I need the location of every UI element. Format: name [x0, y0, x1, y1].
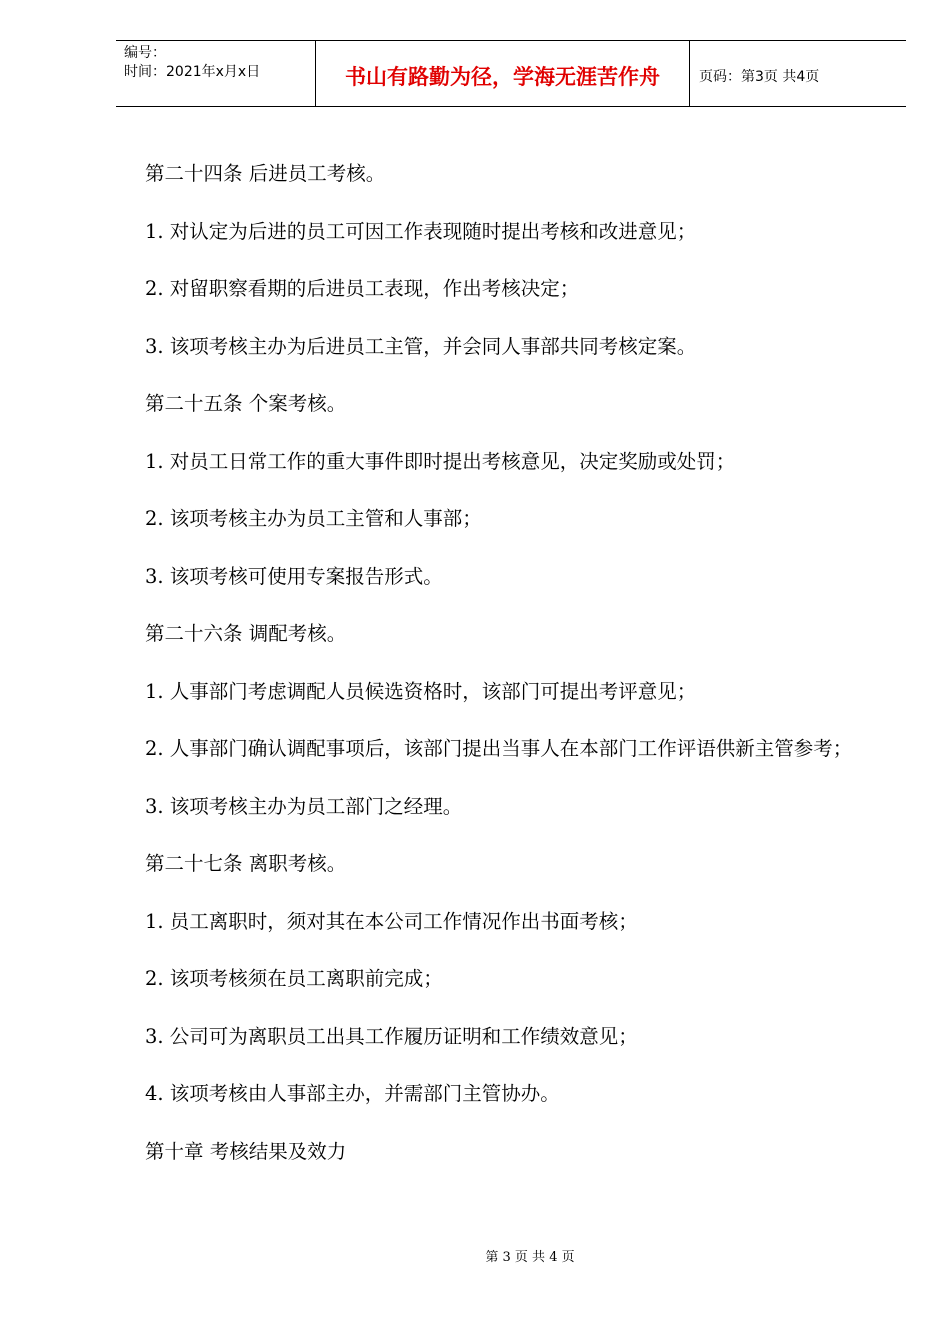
code-label: 编号： [124, 45, 166, 61]
article-27-item-4: 4. 该项考核由人事部主办，并需部门主管协办。 [145, 1082, 560, 1105]
article-27-item-1: 1. 员工离职时，须对其在本公司工作情况作出书面考核； [145, 909, 638, 933]
document-body [145, 160, 875, 1195]
article-24-item-3: 3. 该项考核主办为后进员工主管，并会同人事部共同考核定案。 [145, 334, 697, 358]
article-24-item-2: 2. 对留职察看期的后进员工表现，作出考核决定； [145, 277, 580, 300]
article-26-item-3: 3. 该项考核主办为员工部门之经理。 [145, 794, 463, 818]
time-label: 时间：2021年x月x日 [124, 64, 261, 80]
footer-page-number: 第 3 页 共 4 页 [485, 1250, 575, 1265]
article-25-heading: 第二十五条 个案考核。 [145, 392, 347, 415]
article-24-heading: 第二十四条 后进员工考核。 [145, 162, 386, 185]
article-26-item-2: 2. 人事部门确认调配事项后，该部门提出当事人在本部门工作评语供新主管参考； [145, 737, 853, 760]
article-25-item-1: 1. 对员工日常工作的重大事件即时提出考核意见，决定奖励或处罚； [145, 449, 736, 473]
article-26-item-1: 1. 人事部门考虑调配人员候选资格时，该部门可提出考评意见； [145, 679, 697, 703]
article-25-item-3: 3. 该项考核可使用专案报告形式。 [145, 564, 443, 588]
chapter-10-heading: 第十章 考核结果及效力 [145, 1139, 347, 1163]
page-label: 页码：第3页 共4页 [699, 68, 820, 85]
page-footer [0, 1246, 950, 1265]
article-27-item-3: 3. 公司可为离职员工出具工作履历证明和工作绩效意见； [145, 1024, 638, 1048]
page-header [116, 40, 906, 107]
article-26-heading: 第二十六条 调配考核。 [145, 622, 347, 645]
header-motto [316, 41, 690, 106]
motto-text: 书山有路勤为径，学海无涯苦作舟 [345, 64, 660, 89]
article-27-item-2: 2. 该项考核须在员工离职前完成； [145, 967, 443, 990]
article-25-item-2: 2. 该项考核主办为员工主管和人事部； [145, 507, 482, 530]
header-meta [116, 41, 316, 106]
article-27-heading: 第二十七条 离职考核。 [145, 852, 347, 875]
article-24-item-1: 1. 对认定为后进的员工可因工作表现随时提出考核和改进意见； [145, 219, 697, 243]
header-page-info [690, 41, 906, 106]
